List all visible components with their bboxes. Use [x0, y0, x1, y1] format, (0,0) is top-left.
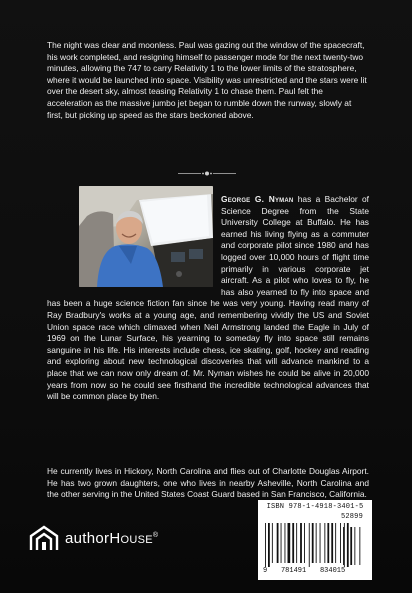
- house-icon: [27, 524, 61, 552]
- addon-bar: [359, 527, 360, 565]
- barcode-bar: [340, 523, 341, 563]
- barcode-bars: [263, 523, 367, 567]
- barcode-bar: [272, 523, 273, 563]
- author-bio-paragraph-1: has a Bachelor of Science Degree from the State University College at Buffalo. He has earned his living flying as a commuter and corporate pilot since 1980 and has logged over 10,000 hours of flight time primarily in various corporate jet aircraft. As a pilot who loves to fly, he has also yearned to fly into space and has been a huge science fiction fan since he was very young. Having read many of Ray Bradbury's works at a young age, and remembering vividly the US and Soviet Union space race which climaxed when Neil Armstrong landed the Eagle in July of 1969 on the Lunar Surface, his yearning to someday fly into space still remains sanguine in his life. His interests include chess, ice skating, golf, hockey and reading and exploring about new technological discoveries that will advance mankind to a place that we can now only dream of. Mr. Nyman wishes he could be alive in 20,000 years from now so he could see firsthand the incredible technological advances that will be common place by then.: [47, 194, 369, 402]
- ornament-divider: [176, 171, 238, 176]
- barcode-bar: [344, 523, 345, 567]
- barcode-bar: [281, 523, 282, 563]
- barcode-bar: [296, 523, 297, 563]
- addon-bar: [350, 527, 352, 565]
- addon-bar: [354, 527, 355, 565]
- barcode-bar: [288, 523, 291, 563]
- barcode-bar: [292, 523, 294, 563]
- barcode-digits: 9 781491 834015: [263, 567, 346, 575]
- barcode-bar: [309, 523, 310, 567]
- author-bio: [47, 194, 369, 403]
- barcode-bar: [268, 523, 270, 567]
- barcode-bar: [304, 523, 305, 563]
- author-name: George G. Nyman: [221, 194, 294, 204]
- barcode-bar: [335, 523, 336, 563]
- barcode-bar: [300, 523, 302, 563]
- barcode-bar: [265, 523, 266, 567]
- addon-bar: [347, 527, 348, 565]
- barcode-bar: [285, 523, 286, 563]
- isbn-barcode: [258, 500, 372, 580]
- barcode-bar: [331, 523, 333, 563]
- barcode-bar: [320, 523, 321, 563]
- barcode-bar: [324, 523, 325, 563]
- author-bio-paragraph-2: He currently lives in Hickory, North Carolina and flies out of Charlotte Douglas Airport. He has two grown daughters, one who lives in nearby Asheville, North Carolina and the other serving in the United States Coast Guard based in San Francisco, California.: [47, 466, 369, 500]
- barcode-bar: [316, 523, 317, 563]
- barcode-bar: [327, 523, 329, 563]
- barcode-bar: [277, 523, 279, 563]
- publisher-logo: [27, 522, 177, 554]
- publisher-name: authorHouse®: [65, 529, 159, 547]
- book-excerpt: The night was clear and moonless. Paul was gazing out the window of the spacecraft, his work completed, and resigning himself to passenger mode for the next twenty-two minutes, allowing the 747 to carry Relativity 1 to the lower limits of the stratosphere, where it would be launched into space. Visibility was unrestricted and the stars were lit over the desert sky, almost teasing Relativity 1 to chase them. Paul felt the acceleration as the massive jumbo jet began to rumble down the runway, slowly at first, but picking up speed as the stars beckoned above.: [47, 40, 367, 120]
- price-addon: 52899: [340, 513, 363, 521]
- barcode-bar: [312, 523, 314, 563]
- isbn-text: ISBN 978-1-4918-3401-5: [266, 503, 364, 511]
- addon-bar: [343, 527, 344, 565]
